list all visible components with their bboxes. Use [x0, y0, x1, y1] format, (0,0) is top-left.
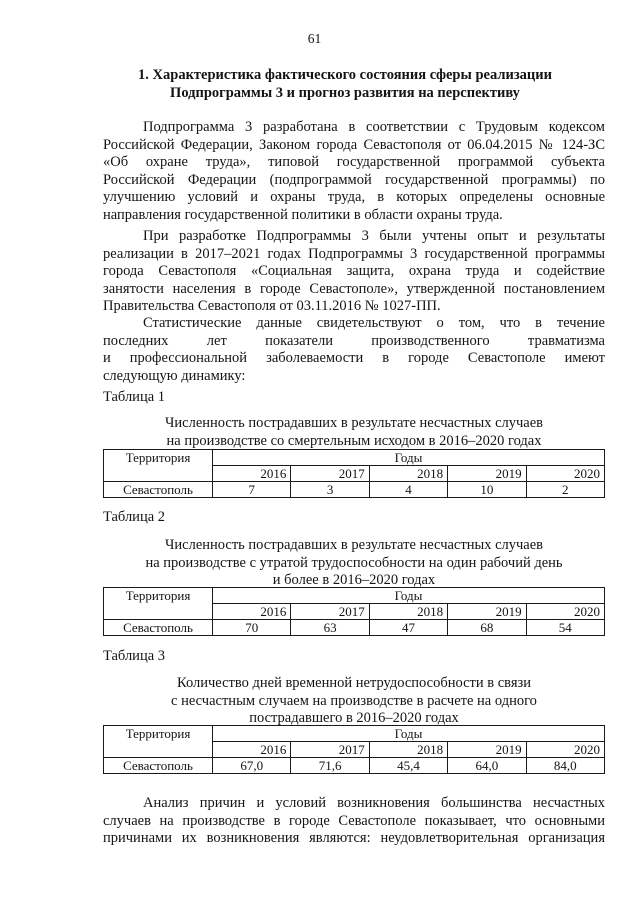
caption-line: пострадавшего в 2016–2020 годах	[249, 710, 459, 726]
text-line: Анализ причин и условий возникновения большинства несчастных	[143, 795, 605, 811]
year-cell: 2016	[213, 742, 291, 758]
year-cell: 2017	[291, 466, 369, 482]
caption-line: Численность пострадавших в результате несчастных случаев	[164, 537, 544, 553]
value-cell: 64,0	[448, 758, 526, 774]
text-line: занятости населения в городе Севастополе», утвержденной постановлением	[103, 280, 605, 297]
value-cell: 47	[369, 620, 447, 636]
table-2	[103, 587, 605, 636]
value-cell: 71,6	[291, 758, 369, 774]
year-cell: 2020	[526, 604, 604, 620]
table-row	[104, 758, 605, 774]
text-line: Российской Федерации, Законом города Севастополя от 06.04.2015 № 124-ЗС	[103, 136, 605, 153]
territory-cell: Севастополь	[104, 758, 213, 774]
value-cell: 45,4	[369, 758, 447, 774]
territory-header: Территория	[104, 588, 213, 620]
text-line: улучшению условий и охраны труда, в которых определены основные	[103, 189, 605, 205]
value-cell: 68	[448, 620, 526, 636]
year-cell: 2017	[291, 742, 369, 758]
caption-line: и более в 2016–2020 годах	[272, 572, 436, 588]
text-line: направления государственной политики в области охраны труда.	[103, 206, 503, 223]
value-cell: 67,0	[213, 758, 291, 774]
year-cell: 2020	[526, 466, 604, 482]
text-line: города Севастополя «Социальная защита, охрана труда и содействие	[103, 263, 605, 279]
text-line: Российской Федерации (подпрограммой государственной программы) по	[103, 171, 605, 188]
paragraph-1	[103, 119, 605, 224]
text-line: Подпрограмма 3 разработана в соответствии с Трудовым кодексом	[143, 119, 605, 135]
year-cell: 2016	[213, 604, 291, 620]
heading-line: 1. Характеристика фактического состояния сферы реализации	[138, 67, 552, 83]
page-number: 61	[307, 31, 322, 46]
year-cell: 2018	[369, 466, 447, 482]
text-line: следующую динамику:	[103, 367, 246, 384]
table-row	[104, 482, 605, 498]
table-3-caption	[103, 675, 605, 728]
text-line: причинами их возникновения являются: неудовлетворительная организация	[103, 830, 605, 846]
value-cell: 84,0	[526, 758, 604, 774]
heading-line: Подпрограммы 3 и прогноз развития на перспективу	[170, 85, 520, 101]
table-3-label: Таблица 3	[103, 648, 166, 664]
text-line: Статистические данные свидетельствуют о том, что в течение	[143, 315, 605, 331]
caption-line: Количество дней временной нетрудоспособности в связи	[177, 675, 531, 691]
value-cell: 2	[526, 482, 604, 498]
paragraph-3	[103, 315, 605, 385]
table-2-caption	[103, 537, 605, 590]
text-line: При разработке Подпрограммы 3 были учтены опыт и результаты	[143, 228, 605, 244]
years-header: Годы	[213, 588, 605, 604]
paragraph-2	[103, 228, 605, 316]
caption-line: на производстве с утратой трудоспособности на один рабочий день	[145, 554, 563, 571]
year-cell: 2019	[448, 742, 526, 758]
years-header: Годы	[213, 450, 605, 466]
year-cell: 2017	[291, 604, 369, 620]
paragraph-4	[103, 795, 605, 848]
value-cell: 63	[291, 620, 369, 636]
text-line: реализации в 2017–2021 годах Подпрограммы 3 государственной программы	[103, 245, 605, 262]
territory-cell: Севастополь	[104, 620, 213, 636]
year-cell: 2019	[448, 466, 526, 482]
value-cell: 10	[448, 482, 526, 498]
value-cell: 3	[291, 482, 369, 498]
year-cell: 2020	[526, 742, 604, 758]
territory-cell: Севастополь	[104, 482, 213, 498]
year-cell: 2016	[213, 466, 291, 482]
text-line: случаев на производстве в городе Севастополе показывает, что основными	[103, 812, 605, 829]
text-line: и профессиональной заболеваемости в городе Севастополе имеют	[103, 350, 605, 366]
year-cell: 2018	[369, 742, 447, 758]
year-cell: 2019	[448, 604, 526, 620]
section-heading	[100, 66, 590, 102]
text-line: последних лет показатели производственного травматизма	[103, 332, 605, 349]
caption-line: Численность пострадавших в результате несчастных случаев	[164, 415, 544, 431]
value-cell: 7	[213, 482, 291, 498]
table-2-label: Таблица 2	[103, 509, 166, 525]
caption-line: на производстве со смертельным исходом в 2016–2020 годах	[166, 432, 542, 449]
territory-header: Территория	[104, 726, 213, 758]
table-1-label: Таблица 1	[103, 389, 166, 405]
text-line: «Об охране труда», типовой государственной программой субъекта	[103, 154, 605, 170]
table-row	[104, 620, 605, 636]
value-cell: 54	[526, 620, 604, 636]
table-1	[103, 449, 605, 498]
years-header: Годы	[213, 726, 605, 742]
value-cell: 4	[369, 482, 447, 498]
year-cell: 2018	[369, 604, 447, 620]
table-3	[103, 725, 605, 774]
caption-line: с несчастным случаем на производстве в расчете на одного	[171, 692, 537, 709]
text-line: Правительства Севастополя от 03.11.2016 № 1027-ПП.	[103, 298, 441, 314]
value-cell: 70	[213, 620, 291, 636]
table-1-caption	[103, 415, 605, 450]
territory-header: Территория	[104, 450, 213, 482]
